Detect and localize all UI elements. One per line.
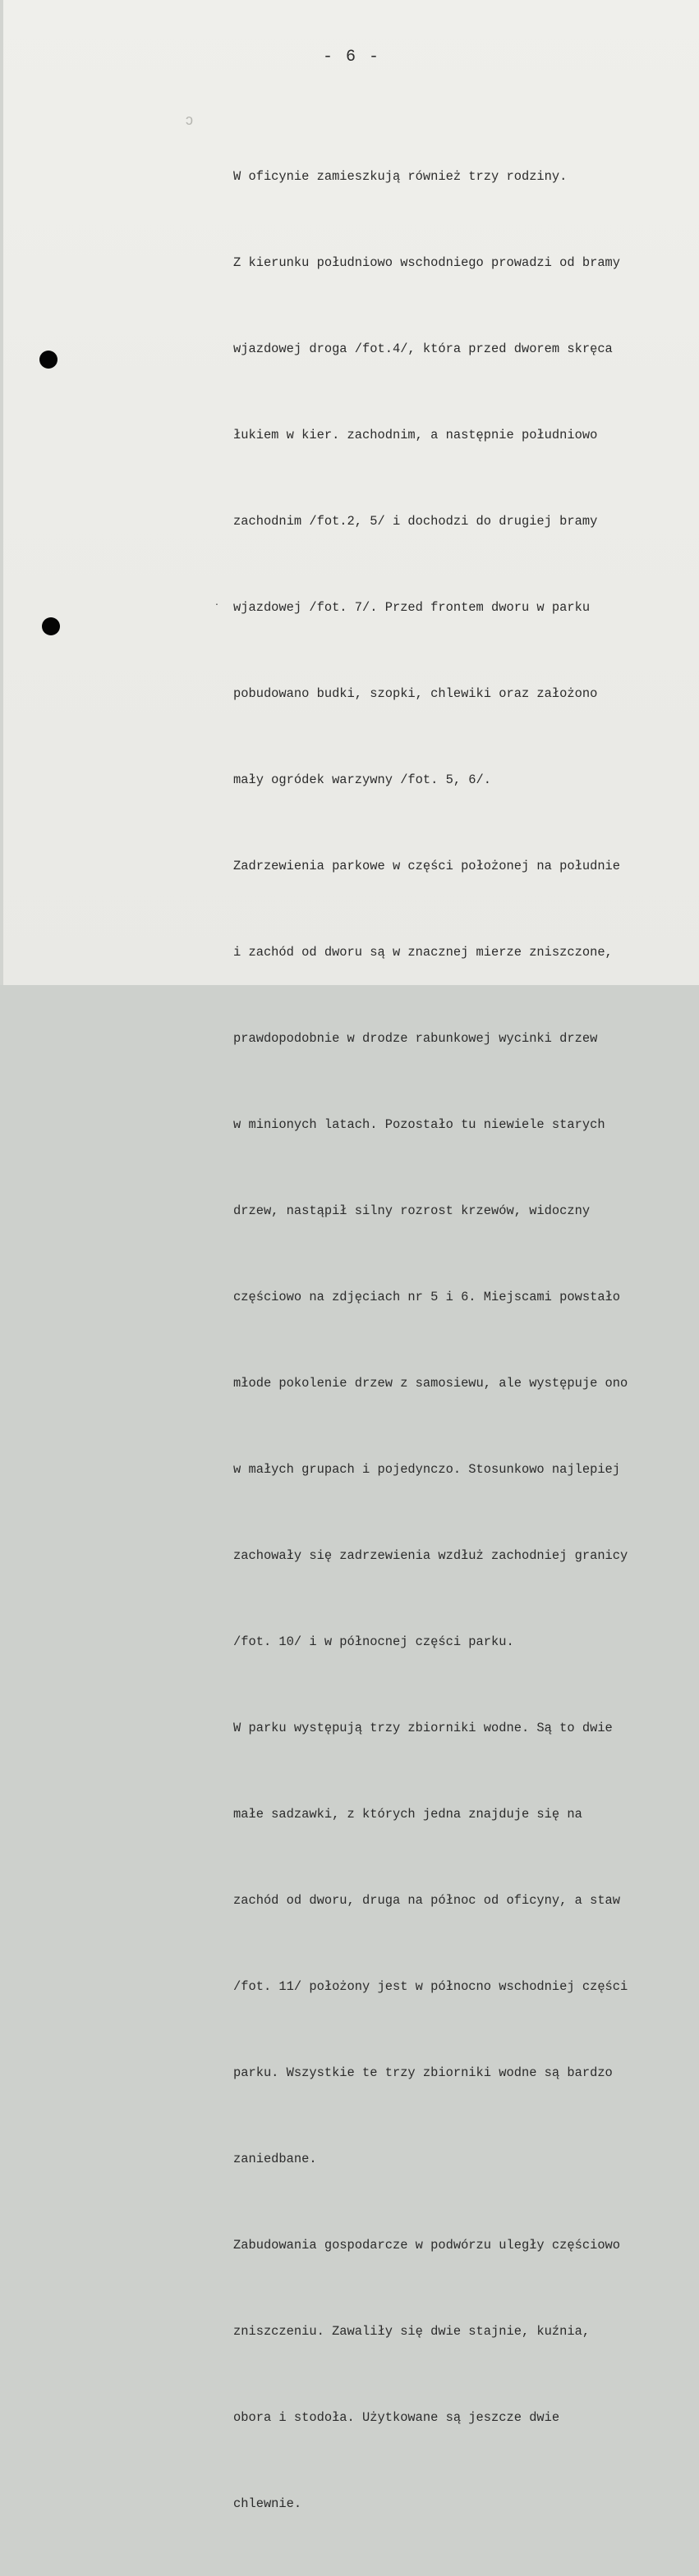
text-line: Zadrzewienia parkowe w części położonej na południe: [233, 859, 621, 873]
text-line: małe sadzawki, z których jedna znajduje się na: [233, 1807, 582, 1822]
margin-dot: .: [215, 594, 218, 607]
punch-hole-bottom: [42, 617, 60, 635]
text-line: w małych grupach i pojedynczo. Stosunkowo najlepiej: [233, 1462, 621, 1477]
text-line: W oficynie zamieszkują również trzy rodziny.: [233, 169, 568, 184]
text-line: mały ogródek warzywny /fot. 5, 6/.: [233, 772, 492, 787]
text-line: pobudowano budki, szopki, chlewiki oraz założono: [233, 686, 598, 701]
faint-pencil-mark: ↄ: [186, 112, 193, 128]
text-line: drzew, nastąpił silny rozrost krzewów, widoczny: [233, 1203, 591, 1218]
text-line: i zachód od dworu są w znacznej mierze zniszczone,: [233, 945, 613, 960]
text-line: młode pokolenie drzew z samosiewu, ale występuje ono: [233, 1376, 628, 1391]
text-line: zaniedbane.: [233, 2152, 317, 2166]
text-line: prawdopodobnie w drodze rabunkowej wycinki drzew: [233, 1031, 598, 1046]
text-line: zachowały się zadrzewienia wzdłuż zachodniej granicy: [233, 1548, 628, 1563]
text-line: /fot. 10/ i w północnej części parku.: [233, 1634, 514, 1649]
typed-text-block: [233, 105, 693, 2576]
page-number: - 6 -: [322, 48, 380, 66]
text-line: /fot. 11/ położony jest w północno wschodniej części: [233, 1979, 628, 1994]
text-line: łukiem w kier. zachodnim, a następnie południowo: [233, 428, 598, 442]
text-line: chlewnie.: [233, 2496, 302, 2511]
text-line: Zabudowania gospodarcze w podwórzu uległy częściowo: [233, 2238, 621, 2253]
text-line: obora i stodoła. Użytkowane są jeszcze dwie: [233, 2410, 560, 2425]
text-line: częściowo na zdjęciach nr 5 i 6. Miejscami powstało: [233, 1290, 621, 1304]
punch-hole-top: [39, 351, 57, 369]
text-line: w minionych latach. Pozostało tu niewiele starych: [233, 1117, 605, 1132]
text-line: parku. Wszystkie te trzy zbiorniki wodne są bardzo: [233, 2065, 613, 2080]
text-line: wjazdowej /fot. 7/. Przed frontem dworu w parku: [233, 600, 591, 615]
text-line: Z kierunku południowo wschodniego prowadzi od bramy: [233, 255, 621, 270]
text-line: zachód od dworu, druga na północ od oficyny, a staw: [233, 1893, 621, 1908]
text-line: W parku występują trzy zbiorniki wodne. Są to dwie: [233, 1721, 613, 1735]
text-line: zachodnim /fot.2, 5/ i dochodzi do drugiej bramy: [233, 514, 598, 529]
text-line: zniszczeniu. Zawaliły się dwie stajnie, kuźnia,: [233, 2324, 591, 2339]
text-line: wjazdowej droga /fot.4/, która przed dworem skręca: [233, 341, 613, 356]
